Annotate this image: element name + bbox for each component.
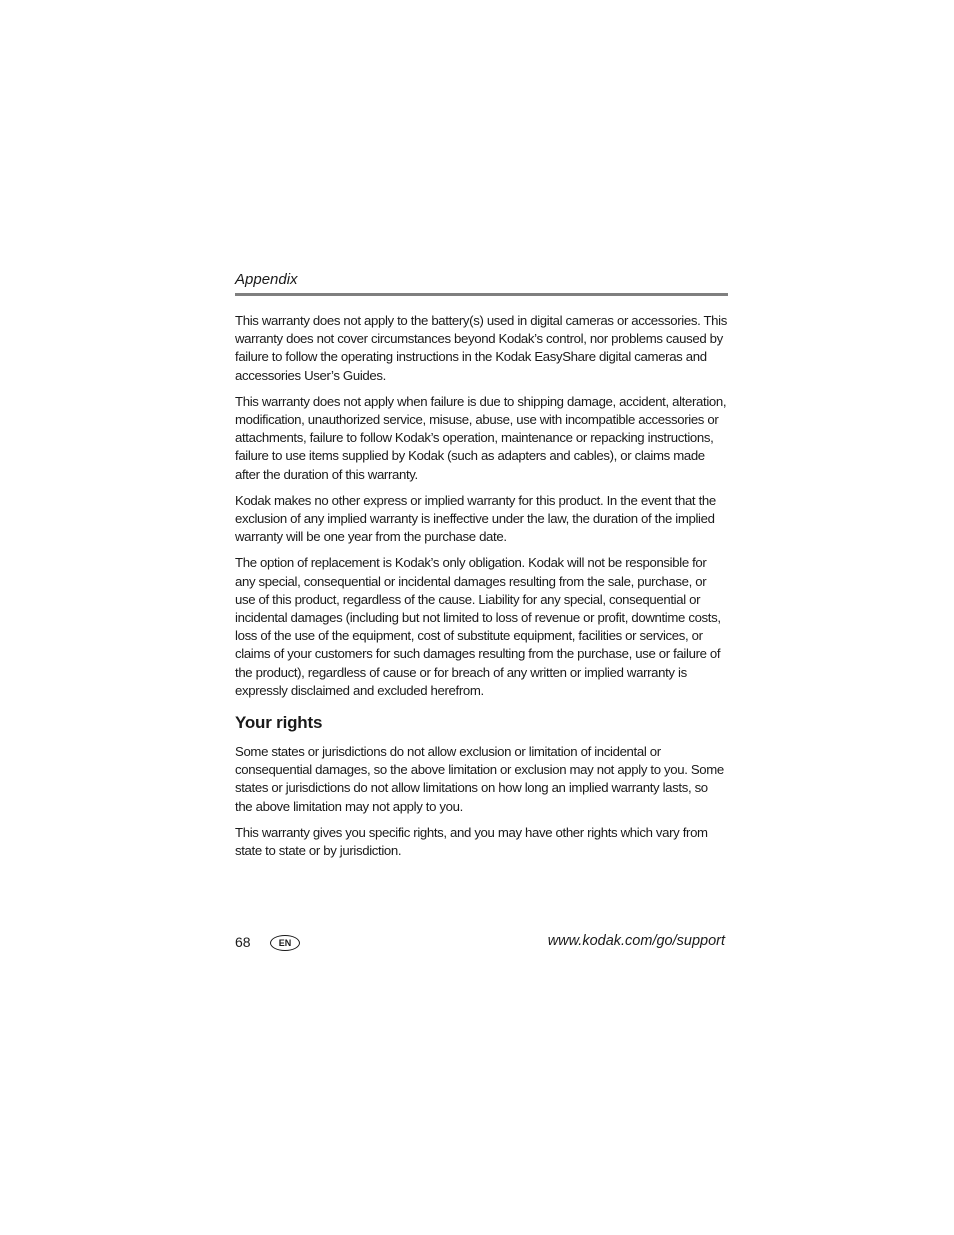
paragraph-state-limitations: Some states or jurisdictions do not allow exclusion or limitation of incidental or consequential damages, so the above limitation or exclusion may not apply to you. Some states or jurisdictions do not allow limitations on how long an implied warranty lasts, so the above limitation may not apply to you. — [235, 744, 724, 814]
paragraph-specific-rights: This warranty gives you specific rights, and you may have other rights which vary from state to state or by jurisdiction. — [235, 824, 708, 859]
paragraph-replacement-obligation: The option of replacement is Kodak’s only obligation. Kodak will not be responsible for any special, consequential or incidental damages resulting from the sale, purchase, or use of this product, regardless of the cause. Liability for any special, consequential or incidental damages (including but not limited to loss of revenue or profit, downtime costs, loss of the use of the equipment, cost of substitute equipment, facilities or services, or claims of your customers for such damages resulting from the purchase, use or failure of the product), regardless of cause or for breach of any written or implied warranty is expressly disclaimed and excluded herefrom. — [235, 555, 721, 698]
main-content — [235, 312, 728, 868]
section-header: Appendix — [235, 271, 298, 288]
page-number: 68 — [235, 934, 251, 950]
paragraph-failure-exclusion: This warranty does not apply when failure is due to shipping damage, accident, alteration, modification, unauthorized service, misuse, abuse, use with incompatible accessories or attachments, failure to follow Kodak’s operation, maintenance or repacking instructions, failure to use items supplied by Kodak (such as adapters and cables), or claims made after the duration of this warranty. — [235, 393, 727, 482]
language-badge: EN — [270, 935, 300, 951]
header-divider — [235, 293, 728, 296]
paragraph-battery-exclusion: This warranty does not apply to the battery(s) used in digital cameras or accessories. This warranty does not cover circumstances beyond Kodak’s control, nor problems caused by failure to follow the operating instructions in the Kodak EasyShare digital cameras and accessories User’s Guides. — [235, 313, 727, 383]
paragraph-implied-warranty: Kodak makes no other express or implied warranty for this product. In the event that the exclusion of any implied warranty is ineffective under the law, the duration of the implied warranty will be one year from the purchase date. — [235, 492, 716, 545]
support-url: www.kodak.com/go/support — [547, 933, 725, 949]
your-rights-heading: Your rights — [235, 713, 323, 733]
